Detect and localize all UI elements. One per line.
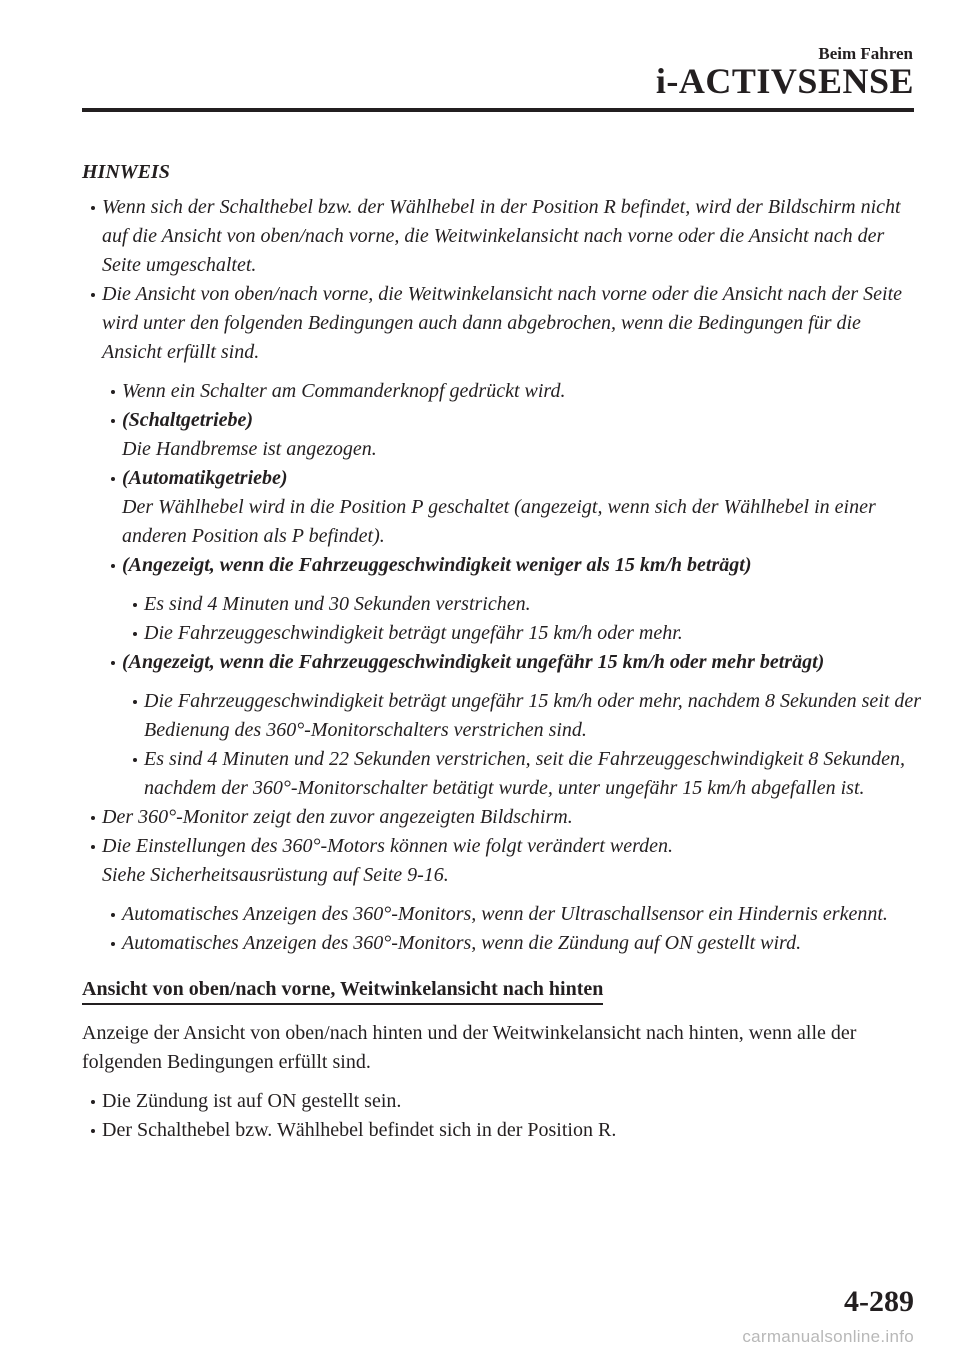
note-block [82,193,922,958]
sub-condition-item [82,745,922,803]
sub-condition-item [82,590,922,619]
note-item [82,803,922,832]
note-item-text: Der 360°-Monitor zeigt den zuvor angezeigten Bildschirm. [102,806,573,828]
note-item-text: Die Einstellungen des 360°-Motors können wie folgt verändert werden. [102,835,674,857]
bullet-icon [91,1129,95,1133]
section-intro: Anzeige der Ansicht von oben/nach hinten und der Weitwinkelansicht nach hinten, wenn alle der folgenden Bedingungen erfüllt sind. [82,1022,857,1073]
bullet-icon [111,942,115,946]
bullet-icon [91,816,95,820]
note-item [82,193,922,280]
header-section-label: Beim Fahren [818,44,913,63]
condition-item [82,377,922,406]
note-item-text: Wenn sich der Schalthebel bzw. der Wählhebel in der Position R befindet, wird der Bildschirm nicht auf die Ansicht von oben/nach vorne, die Weitwinkelansicht nach vorne oder die Ansicht nach der Seite umgeschaltet. [102,196,901,276]
sub-condition-text: Es sind 4 Minuten und 22 Sekunden verstrichen, seit die Fahrzeuggeschwindigkeit 8 Sekunden, nachdem der 360°-Monitorschalter betätigt wurde, unter ungefähr 15 km/h abgefallen ist. [144,748,905,799]
condition-heading: (Automatikgetriebe) [122,467,288,489]
bullet-icon [91,845,95,849]
setting-item [82,929,922,958]
section-item [82,1116,922,1145]
bullet-icon [91,293,95,297]
section-item-text: Die Zündung ist auf ON gestellt sein. [102,1090,402,1112]
condition-item [82,464,922,551]
sub-condition-text: Es sind 4 Minuten und 30 Sekunden verstrichen. [144,593,531,615]
note-item [82,832,922,890]
bullet-icon [111,564,115,568]
page-content [82,158,922,1145]
condition-heading: (Schaltgetriebe) [122,409,254,431]
bullet-icon [91,206,95,210]
setting-text: Automatisches Anzeigen des 360°-Monitors, wenn die Zündung auf ON gestellt wird. [122,932,802,954]
section-item-text: Der Schalthebel bzw. Wählhebel befindet sich in der Position R. [102,1119,617,1141]
bullet-icon [133,632,137,636]
watermark-text: carmanualsonline.info [742,1327,914,1346]
sub-condition-text: Die Fahrzeuggeschwindigkeit beträgt ungefähr 15 km/h oder mehr, nachdem 8 Sekunden seit der Bedienung des 360°-Monitorschalters verstrichen sind. [144,690,922,741]
header-rule [82,108,914,112]
condition-item [82,551,922,580]
bullet-icon [133,700,137,704]
bullet-icon [111,390,115,394]
note-heading: HINWEIS [82,161,170,183]
bullet-icon [111,661,115,665]
bullet-icon [111,419,115,423]
condition-heading: (Angezeigt, wenn die Fahrzeuggeschwindigkeit weniger als 15 km/h beträgt) [122,554,752,576]
bullet-icon [133,603,137,607]
bullet-icon [111,477,115,481]
sub-condition-item [82,619,922,648]
sub-condition-text: Die Fahrzeuggeschwindigkeit beträgt ungefähr 15 km/h oder mehr. [144,622,683,644]
bullet-icon [111,913,115,917]
condition-item [82,406,922,464]
section-item [82,1087,922,1116]
page-number: 4-289 [844,1285,914,1318]
note-item [82,280,922,367]
note-item-text: Die Ansicht von oben/nach vorne, die Weitwinkelansicht nach vorne oder die Ansicht nach der Seite wird unter den folgenden Bedingungen auch dann abgebrochen, wenn die Bedingungen für die Ansicht erfüllt sind. [102,283,902,363]
header-title: i-ACTIVSENSE [655,61,914,101]
setting-text: Automatisches Anzeigen des 360°-Monitors, wenn der Ultraschallsensor ein Hindernis erkennt. [122,903,888,925]
section-heading: Ansicht von oben/nach vorne, Weitwinkelansicht nach hinten [82,976,603,1005]
sub-condition-item [82,687,922,745]
condition-item [82,648,922,677]
condition-heading: (Angezeigt, wenn die Fahrzeuggeschwindigkeit ungefähr 15 km/h oder mehr beträgt) [122,651,825,673]
condition-text: Der Wählhebel wird in die Position P geschaltet (angezeigt, wenn sich der Wählhebel in einer anderen Position als P befindet). [122,496,876,547]
bullet-icon [91,1100,95,1104]
setting-item [82,900,922,929]
condition-text: Wenn ein Schalter am Commanderknopf gedrückt wird. [122,380,566,402]
condition-text: Die Handbremse ist angezogen. [122,438,377,460]
bullet-icon [133,758,137,762]
cross-reference: Siehe Sicherheitsausrüstung auf Seite 9-16. [102,864,449,886]
